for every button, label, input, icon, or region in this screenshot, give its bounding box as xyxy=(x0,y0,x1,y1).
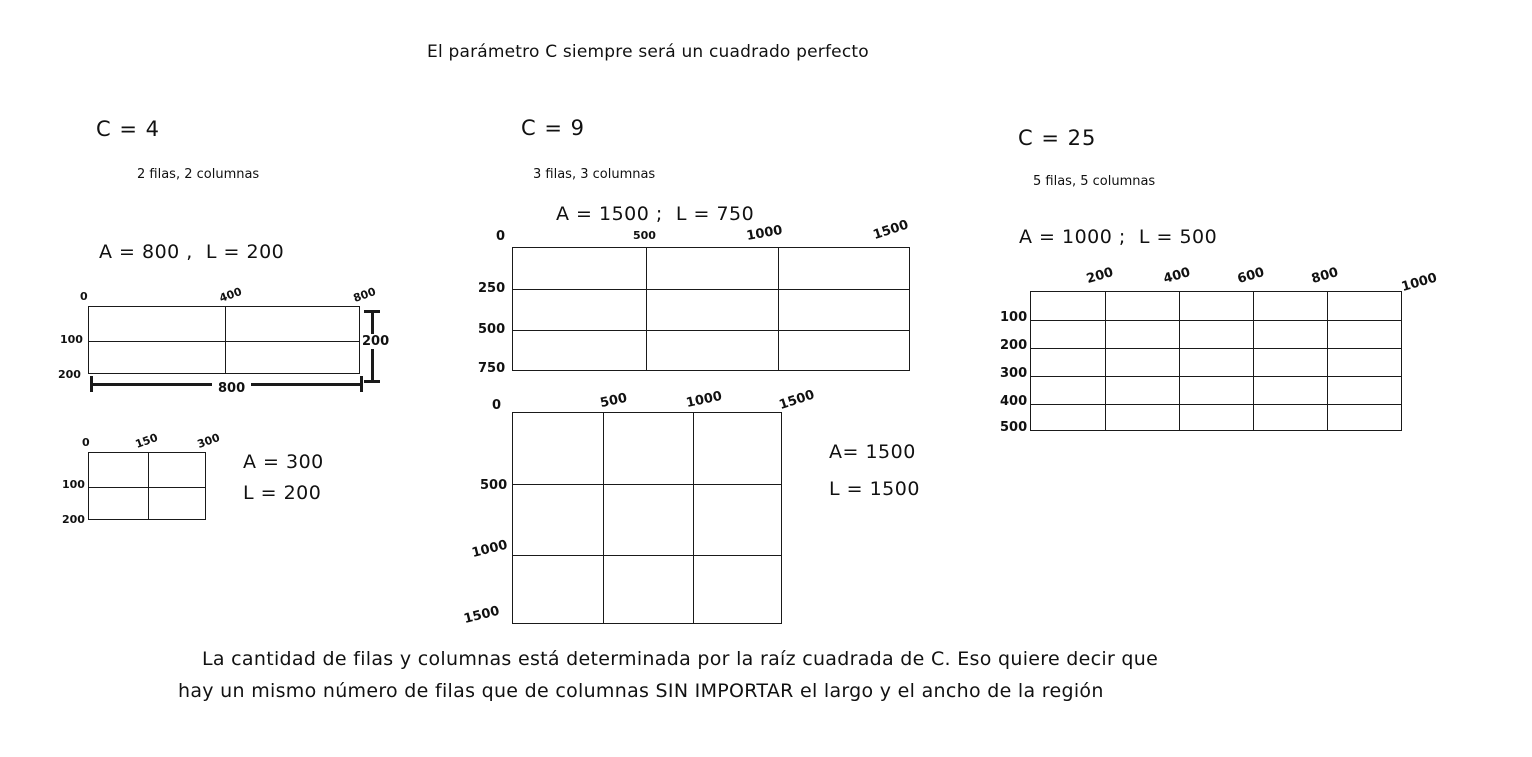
grid-line-horizontal xyxy=(89,487,205,488)
case-c4-ex2-a: A = 300 xyxy=(243,451,324,473)
case-label-c4: C = 4 xyxy=(96,117,160,141)
tick-left-c4-ex2-0: 100 xyxy=(62,478,85,491)
case-rowscols-c4: 2 filas, 2 columnas xyxy=(137,167,260,182)
tick-top-c25-3: 800 xyxy=(1309,265,1341,287)
case-c9-ex2-a: A= 1500 xyxy=(829,441,916,463)
tick-top-c9-ex1-0: 0 xyxy=(496,229,506,244)
tick-left-c9-ex2-0: 500 xyxy=(480,478,508,493)
tick-left-c25-1: 200 xyxy=(1000,338,1028,353)
grid-line-horizontal xyxy=(1031,376,1401,377)
tick-top-c25-2: 600 xyxy=(1235,265,1267,287)
measure-cap-right xyxy=(360,376,363,392)
grid-c9-example1 xyxy=(512,247,910,371)
tick-top-c9-ex1-1: 500 xyxy=(633,229,656,242)
tick-top-c25-1: 400 xyxy=(1161,265,1193,287)
footer-line-1: La cantidad de filas y columnas está determinada por la raíz cuadrada de C. Eso quiere decir que xyxy=(202,648,1159,670)
tick-top-c4-ex2-0: 0 xyxy=(82,436,90,449)
page-title: El parámetro C siempre será un cuadrado perfecto xyxy=(427,42,869,62)
grid-line-vertical xyxy=(1179,292,1180,430)
measure-height-label: 200 xyxy=(362,334,390,349)
measure-cap-top xyxy=(364,310,380,313)
grid-line-horizontal xyxy=(513,289,909,290)
grid-line-vertical xyxy=(693,413,694,623)
grid-line-vertical xyxy=(778,248,779,370)
grid-c4-example1 xyxy=(88,306,360,374)
grid-line-vertical xyxy=(646,248,647,370)
grid-line-horizontal xyxy=(1031,404,1401,405)
grid-line-vertical xyxy=(1105,292,1106,430)
measure-cap-left xyxy=(90,376,93,392)
case-c25-ex1-dims: A = 1000 ; L = 500 xyxy=(1019,226,1218,248)
grid-line-horizontal xyxy=(1031,348,1401,349)
grid-line-vertical xyxy=(603,413,604,623)
grid-line-horizontal xyxy=(513,555,781,556)
case-label-c25: C = 25 xyxy=(1018,126,1097,150)
tick-top-c4-ex1-1: 400 xyxy=(217,284,244,305)
grid-line-horizontal xyxy=(1031,320,1401,321)
footer-line-2: hay un mismo número de filas que de columnas SIN IMPORTAR el largo y el ancho de la región xyxy=(178,680,1104,702)
tick-top-c9-ex2-2: 1000 xyxy=(684,388,724,411)
tick-top-c4-ex1-2: 800 xyxy=(351,284,378,305)
tick-left-c9-ex2-2: 1500 xyxy=(462,603,502,627)
case-rowscols-c9: 3 filas, 3 columnas xyxy=(533,167,656,182)
tick-left-c4-ex1-0: 100 xyxy=(60,333,83,346)
tick-top-c9-ex2-3: 1500 xyxy=(777,387,817,413)
tick-top-c4-ex1-0: 0 xyxy=(80,290,88,303)
tick-top-c9-ex1-3: 1500 xyxy=(871,217,911,243)
case-rowscols-c25: 5 filas, 5 columnas xyxy=(1033,174,1156,189)
tick-top-c25-0: 200 xyxy=(1084,265,1116,287)
grid-line-horizontal xyxy=(513,330,909,331)
tick-top-c9-ex1-2: 1000 xyxy=(745,222,784,244)
tick-top-c4-ex2-2: 300 xyxy=(195,430,222,451)
grid-line-vertical xyxy=(148,453,149,519)
tick-left-c25-3: 400 xyxy=(1000,394,1028,409)
grid-line-horizontal xyxy=(89,341,359,342)
tick-left-c4-ex2-1: 200 xyxy=(62,513,85,526)
tick-left-c9-ex1-2: 750 xyxy=(478,361,506,376)
tick-left-c25-4: 500 xyxy=(1000,420,1028,435)
tick-left-c25-0: 100 xyxy=(1000,310,1028,325)
measure-cap-bottom xyxy=(364,380,380,383)
tick-top-c4-ex2-1: 150 xyxy=(133,430,160,451)
tick-left-c4-ex1-1: 200 xyxy=(58,368,81,381)
grid-line-vertical xyxy=(1253,292,1254,430)
case-c4-ex1-dims: A = 800 , L = 200 xyxy=(99,241,285,263)
case-c9-ex2-l: L = 1500 xyxy=(829,478,920,500)
grid-line-vertical xyxy=(225,307,226,373)
tick-top-c9-ex2-1: 500 xyxy=(598,390,629,411)
grid-c25-example1 xyxy=(1030,291,1402,431)
case-label-c9: C = 9 xyxy=(521,116,585,140)
tick-top-c25-4: 1000 xyxy=(1399,270,1439,295)
tick-top-c9-ex2-0: 0 xyxy=(492,398,502,413)
case-c4-ex2-l: L = 200 xyxy=(243,482,322,504)
case-c9-ex1-dims: A = 1500 ; L = 750 xyxy=(556,203,755,225)
tick-left-c9-ex2-1: 1000 xyxy=(470,537,510,561)
grid-c9-example2 xyxy=(512,412,782,624)
tick-left-c9-ex1-1: 500 xyxy=(478,322,506,337)
tick-left-c9-ex1-0: 250 xyxy=(478,281,506,296)
measure-width-label: 800 xyxy=(212,381,251,396)
tick-left-c25-2: 300 xyxy=(1000,366,1028,381)
grid-line-horizontal xyxy=(513,484,781,485)
grid-line-vertical xyxy=(1327,292,1328,430)
grid-c4-example2 xyxy=(88,452,206,520)
